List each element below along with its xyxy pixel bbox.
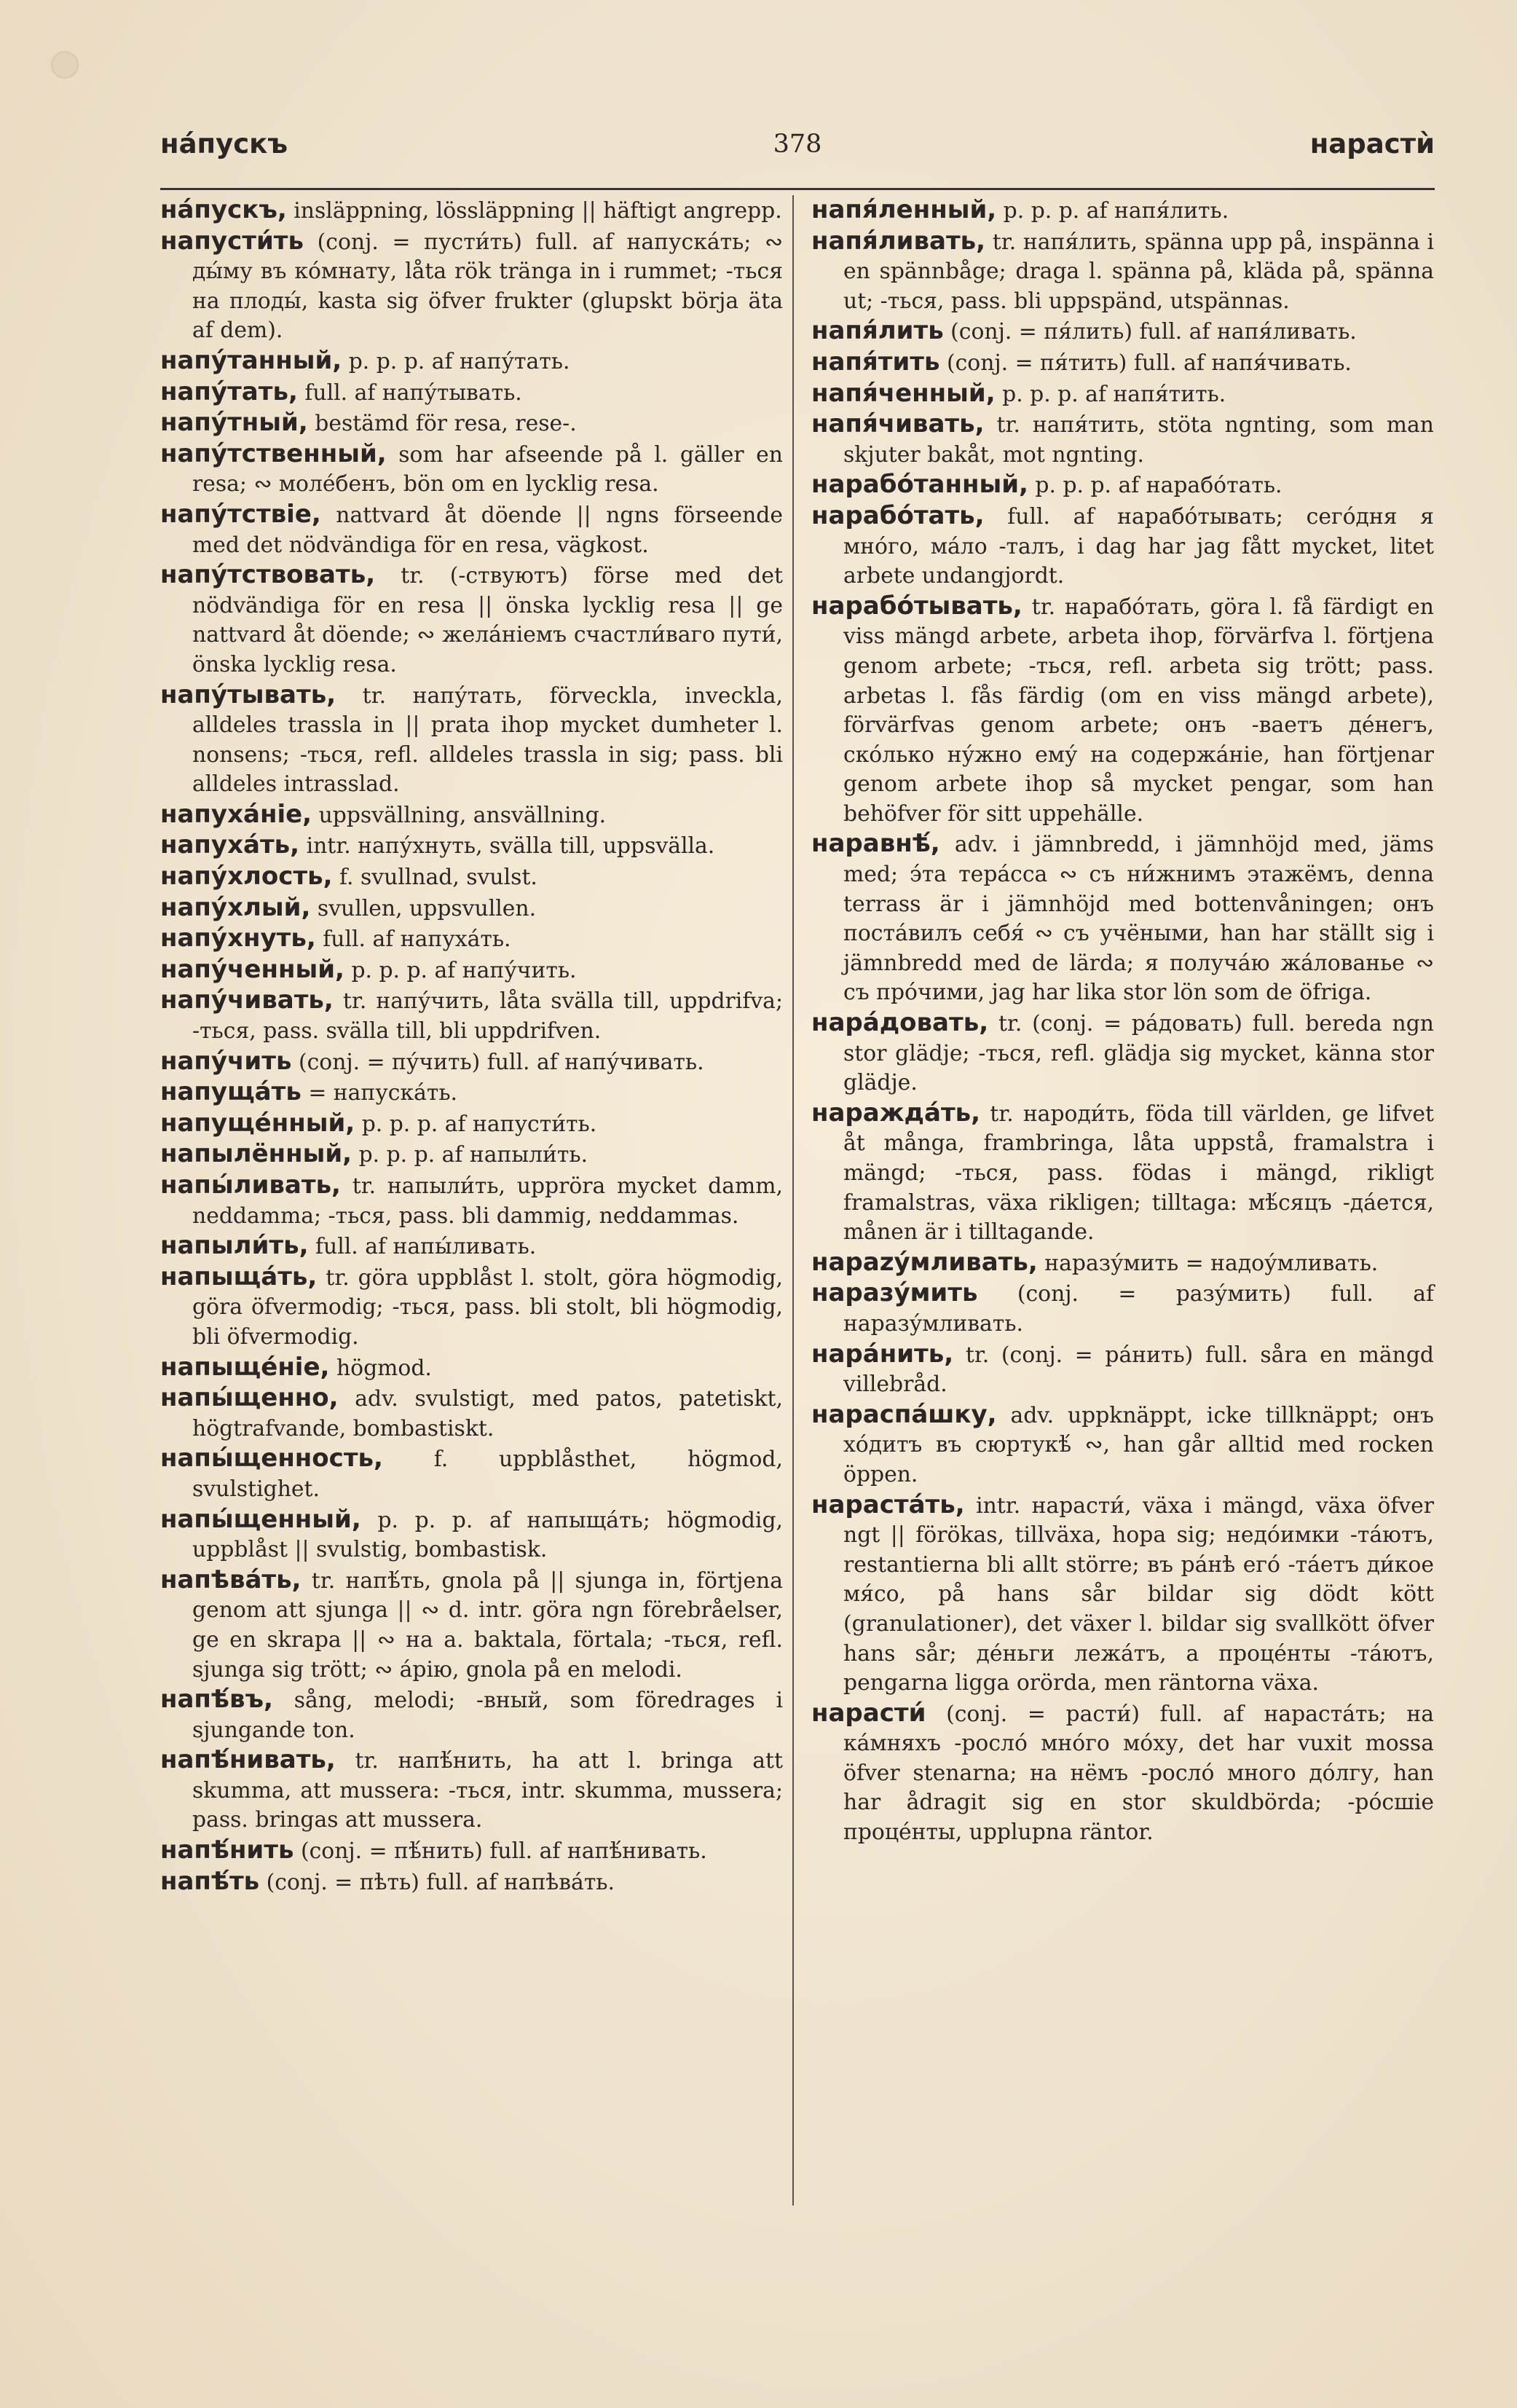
dictionary-entry [160,830,783,862]
entry-headword: напу́тствіе, [160,499,321,529]
entry-headword: нара́нить, [811,1339,954,1369]
entry-definition: p. p. p. af напу́тать. [348,348,570,374]
entry-headword: нарабо́тать, [811,500,985,530]
entry-definition: adv. svulstigt, med patos, patetiskt, högtrafvande, bombastiskt. [192,1386,783,1441]
entry-definition: (conj. = расти́) full. af нараста́ть; на ка́мняхъ -росло́ мно́го мо́ху, det har vuxit mossa öfver stenarna; на нёмъ -росло́ много до́лгу, han har ådragit sig en stor skuldbörda; -ро́сшіе проце́нты, upplupna räntor. [843,1701,1434,1846]
entry-headword: нарасти́ [811,1698,926,1728]
entry-definition: full. af напуха́ть. [323,926,511,953]
dictionary-entry [811,1248,1434,1279]
punch-hole [51,51,79,79]
entry-definition: insläppning, lössläppning || häftigt angrepp. [293,198,782,224]
entry-definition: tr. (-ствуютъ) förse med det nödvändiga för en resa || önska lycklig resa || ge nattvard åt döende; ∾ жела́ніемъ счастли́ваго пути́, önska lycklig resa. [192,563,783,677]
entry-headword: напу́тать, [160,377,298,406]
entry-definition: (conj. = пя́тить) full. af напя́чивать. [946,350,1352,376]
right-column [811,195,1434,1848]
entry-headword: напѣ́нивать, [160,1745,336,1775]
dictionary-entry [811,470,1434,501]
entry-definition: (conj. = пу́чить) full. af напу́чивать. [298,1049,704,1075]
dictionary-entry [811,379,1434,410]
dictionary-entry [160,500,783,560]
dictionary-entry [160,195,783,227]
entry-headword: напя́лить [811,316,944,346]
entry-definition: intr. напу́хнуть, svälla till, uppsvälla. [306,833,715,859]
entry-definition: uppsvällning, ansvällning. [318,802,607,828]
dictionary-entry [811,227,1434,317]
entry-headword: напу́тный, [160,408,308,438]
entry-definition: full. af напы́ливать. [315,1234,537,1260]
entry-headword: напу́чить [160,1046,292,1076]
dictionary-entry [160,346,783,377]
entry-definition: p. p. p. af напусти́ть. [361,1111,597,1137]
entry-headword: наравнѣ́, [811,829,940,859]
entry-headword: напуща́ть [160,1077,302,1107]
entry-headword: напу́хлый, [160,892,311,922]
entry-definition: (conj. = пѣ́нить) full. af напѣ́нивать. [300,1838,707,1865]
dictionary-entry [811,1400,1434,1490]
dictionary-entry [160,1565,783,1685]
entry-definition: наразу́мить = надоу́мливать. [1044,1250,1379,1276]
header-left-guide-word: на́пускъ [160,128,288,160]
entry-definition: tr. напя́тить, stöta ngnting, som man skjuter bakåt, mot ngnting. [843,412,1434,468]
entry-definition: f. uppblåsthet, högmod, svulstighet. [192,1447,783,1502]
dictionary-entry [160,1505,783,1565]
dictionary-entry [160,1077,783,1109]
dictionary-entry [811,1339,1434,1400]
entry-definition: tr. göra uppblåst l. stolt, göra högmodig, göra öfvermodig; -ться, pass. bli stolt, bli högmodig, bli öfvermodig. [192,1264,783,1350]
entry-definition: tr. напу́чить, låta svälla till, uppdrifva; -ться, pass. svälla till, bli uppdrifven. [192,988,783,1044]
dictionary-entry [160,1685,783,1745]
dictionary-entry [811,1699,1434,1848]
entry-headword: на́пускъ, [160,195,287,224]
entry-definition: f. svullnad, svulst. [339,865,537,891]
entry-definition: p. p. p. af нарабо́тать. [1035,473,1282,499]
dictionary-entry [811,347,1434,379]
entry-headword: напуха́ніе, [160,799,312,829]
dictionary-entry [160,1444,783,1504]
entry-definition: (conj. = пѣть) full. af напѣва́ть. [266,1869,615,1895]
dictionary-entry [811,829,1434,1008]
entry-headword: напя́чивать, [811,409,985,439]
page-header [160,128,1435,179]
entry-headword: напусти́ть [160,226,304,256]
dictionary-entry [160,1139,783,1170]
entry-definition: som har afseende på l. gäller en resa; ∾ моле́бенъ, bön om en lycklig resa. [192,441,783,497]
dictionary-entry [160,862,783,893]
dictionary-entry [811,1490,1434,1699]
entry-definition: p. p. p. af напя́лить. [1003,198,1229,224]
entry-definition: p. p. p. af напу́чить. [351,957,577,983]
entry-headword: напыща́ть, [160,1262,318,1291]
entry-definition: adv. uppknäppt, icke tillknäppt; онъ хо́дитъ въ сюртукѣ́ ∾, han går alltid med rocken öppen. [843,1402,1434,1487]
entry-headword: напу́ченный, [160,954,344,984]
entry-definition: full. af нарабо́тывать; сего́дня я мно́го, ма́ло -талъ, i dag har jag fått mycket, litet arbete undangjordt. [843,503,1434,589]
entry-headword: напѣ́въ, [160,1685,273,1715]
dictionary-entry [811,1098,1434,1248]
dictionary-entry [811,501,1434,591]
entry-definition: p. p. p. af напыща́ть; högmodig, uppblåst || svulstig, bombastisk. [192,1507,783,1563]
entry-definition: tr. напыли́ть, uppröra mycket damm, neddamma; -ться, pass. bli dammig, neddammas. [192,1173,783,1229]
entry-headword: напѣ́ть [160,1866,260,1896]
header-right-guide-word: нарастѝ [1309,128,1435,160]
entry-headword: напы́щенно, [160,1383,339,1413]
dictionary-entry [811,1278,1434,1339]
dictionary-entry [160,439,783,500]
entry-headword: наразу́мить [811,1278,978,1308]
entry-definition: = напуска́ть. [308,1080,458,1106]
entry-definition: (conj. = пусти́ть) full. af напуска́ть; ∾ ды́му въ ко́мнату, låta rök tränga in i rummet; -ться на плоды́, kasta sig öfver frukter (glupskt börja äta af dem). [192,229,783,344]
dictionary-entry [160,924,783,955]
dictionary-entry [160,408,783,439]
entry-definition: tr. напѣ́ть, gnola på || sjunga in, förtjena genom att sjunga || ∾ d. intr. göra ngn förebråelser, ge en skrapa || ∾ на a. baktala, förtala; -ться, refl. sjunga sig trött; ∾ а́рію, gnola på en melodi. [192,1567,783,1683]
entry-headword: нарабо́тывать, [811,591,1023,621]
entry-headword: напу́чивать, [160,985,334,1015]
dictionary-entry [160,1170,783,1231]
entry-headword: напыще́ніе, [160,1352,330,1382]
entry-definition: sång, melodi; -вный, som föredrages i sjungande ton. [192,1688,783,1743]
dictionary-entry [160,680,783,800]
entry-headword: напу́хнуть, [160,924,316,953]
dictionary-entry [160,1262,783,1353]
entry-definition: p. p. p. af напя́тить. [1002,381,1226,407]
entry-headword: напу́танный, [160,345,342,375]
header-rule [160,188,1435,190]
entry-headword: нара́довать, [811,1008,989,1038]
entry-definition: full. af напу́тывать. [304,379,522,406]
entry-headword: напылённый, [160,1139,352,1169]
entry-definition: intr. нарасти́, växa i mängd, växa öfver ngt || förökas, tillväxa, hopa sig; недо́имки -та́ютъ, restantierna bli allt större; въ ра́нѣ его́ -та́етъ ди́кое мя́со, på hans sår bildar sig dödt kött (granulationer), det växer l. bildar sig svallkött öfver hans sår; де́ньги лежа́тъ, а проце́нты -та́ютъ, pengarna ligga orörda, men räntorna växa. [843,1492,1434,1696]
entry-headword: нарazу́мливать, [811,1247,1038,1277]
dictionary-entry [160,1109,783,1140]
entry-headword: нарабо́танный, [811,470,1028,500]
column-divider [792,195,794,2206]
left-column [160,195,783,1897]
entry-definition: tr. напя́лить, spänna upp på, inspänna i en spännbåge; draga l. spänna på, kläda på, spänna ut; -ться, pass. bli uppspänd, utspännas. [843,229,1434,314]
entry-headword: напы́щенность, [160,1444,383,1473]
entry-headword: напѣва́ть, [160,1565,302,1594]
dictionary-entry [160,893,783,924]
entry-definition: svullen, uppsvullen. [317,895,537,921]
dictionary-entry [160,955,783,986]
entry-definition: nattvard åt döende || ngns förseende med det nödvändiga för en resa, vägkost. [192,502,783,558]
entry-definition: (conj. = пя́лить) full. af напя́ливать. [950,319,1357,345]
entry-definition: tr. напѣ́нить, ha att l. bringa att skumma, att mussera: -ться, intr. skumma, mussera; pass. bringas att mussera. [192,1748,783,1833]
dictionary-entry [811,591,1434,830]
entry-headword: напуха́ть, [160,830,300,860]
entry-headword: напу́хлость, [160,862,333,892]
dictionary-entry [160,1867,783,1898]
entry-definition: (conj. = разу́мить) full. af наразу́мливать. [843,1281,1434,1337]
entry-headword: нараспа́шку, [811,1399,997,1429]
dictionary-entry [811,195,1434,227]
dictionary-entry [160,1745,783,1835]
dictionary-entry [160,800,783,831]
entry-headword: наражда́ть, [811,1098,981,1128]
entry-headword: напя́тить [811,347,940,377]
entry-headword: напя́ленный, [811,195,997,224]
dictionary-entry [160,1835,783,1867]
entry-definition: tr. напу́тать, förveckla, inveckla, alldeles trassla in || prata ihop mycket dumheter l. nonsens; -ться, refl. alldeles trassla in sig; pass. bli alldeles intrasslad. [192,682,783,798]
entry-definition: adv. i jämnbredd, i jämnhöjd med, jäms med; э́та тера́сса ∾ съ ни́жнимъ этажёмъ, denna terrass är i jämnhöjd med bottenvåningen; онъ поста́вилъ себя́ ∾ съ учёными, han har ställt sig i jämnbredd med de lärda; я получа́ю жа́лованье ∾ съ про́чими, jag har lika stor lön som de öfriga. [843,832,1434,1006]
entry-headword: нараста́ть, [811,1490,965,1519]
entry-definition: tr. (conj. = ра́нить) full. såra en mängd villebråd. [843,1342,1434,1398]
entry-headword: напы́щенный, [160,1504,361,1534]
entry-definition: högmod. [336,1355,432,1381]
entry-definition: tr. нарабо́тать, göra l. få färdigt en viss mängd arbete, arbeta ihop, förvärfva l. förtjena genom arbete; -ться, refl. arbeta sig trött; pass. arbetas l. fås färdig (om en viss mängd arbete), förvärfvas genom arbete; онъ -ваетъ де́негъ, ско́лько ну́жно ему́ на содержа́ніе, han förtjenar genom arbete ihop så mycket pengar, som han behöfver för sitt uppehälle. [843,594,1434,827]
dictionary-entry [160,560,783,680]
entry-headword: напы́ливать, [160,1170,341,1200]
dictionary-entry [160,1047,783,1078]
dictionary-entry [160,1353,783,1384]
dictionary-entry [160,985,783,1046]
entry-definition: p. p. p. af напыли́ть. [358,1142,588,1168]
entry-headword: напуще́нный, [160,1108,355,1138]
entry-headword: напыли́ть, [160,1231,309,1261]
entry-definition: tr. (conj. = ра́довать) full. bereda ngn stor glädje; -ться, refl. glädja sig mycket, känna stor glädje. [843,1011,1434,1096]
entry-headword: напу́тствовать, [160,560,376,590]
entry-headword: напя́ченный, [811,378,996,408]
entry-headword: напу́тывать, [160,680,336,709]
dictionary-entry [160,1383,783,1444]
entry-headword: напѣ́нить [160,1835,294,1865]
entry-headword: напя́ливать, [811,226,986,256]
entry-definition: tr. народи́ть, föda till världen, ge lifvet åt många, frambringa, låta uppstå, framalstra i mängd; -ться, pass. födas i mängd, rikligt framalstras, växa rikligen; tilltaga: мѣ́сяцъ -да́ется, månen är i tilltagande. [843,1101,1434,1246]
dictionary-entry [811,409,1434,470]
entry-definition: bestämd för resa, rese-. [315,411,577,437]
dictionary-entry [811,316,1434,347]
page-number: 378 [773,130,822,159]
entry-headword: напу́тственный, [160,438,387,468]
dictionary-entry [160,377,783,409]
dictionary-entry [160,227,783,346]
dictionary-entry [811,1008,1434,1098]
dictionary-entry [160,1231,783,1262]
